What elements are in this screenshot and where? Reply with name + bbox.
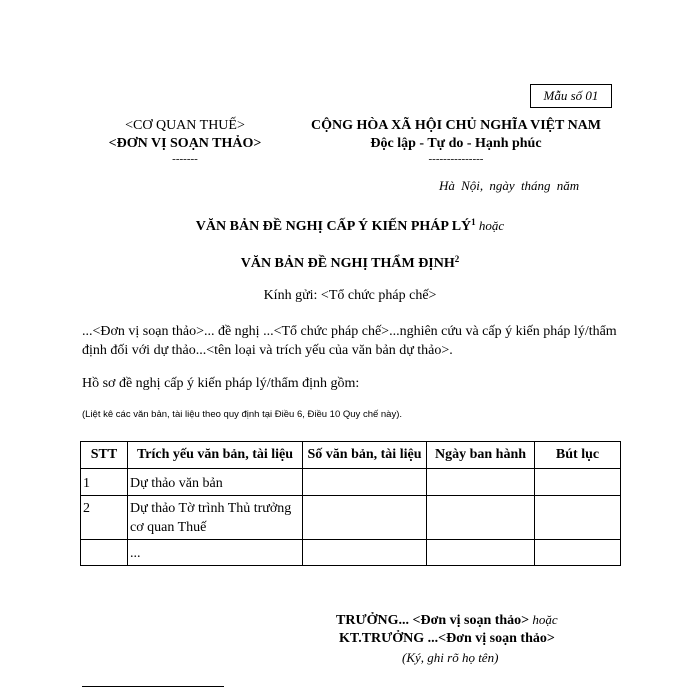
national-title: CỘNG HÒA XÃ HỘI CHỦ NGHĨA VIỆT NAM <box>310 118 601 133</box>
footnote-marker-1: 1 <box>471 217 476 227</box>
document-title-line2 <box>0 256 700 272</box>
cell-page-ref <box>535 496 621 540</box>
table-row <box>81 496 621 540</box>
cell-summary: Dự thảo văn bản <box>128 469 303 496</box>
national-motto: Độc lập - Tự do - Hạnh phúc <box>370 136 542 151</box>
dossier-table <box>80 441 621 566</box>
cell-doc-number <box>303 540 427 566</box>
table-row <box>81 540 621 566</box>
cell-doc-number <box>303 496 427 540</box>
signature-instruction: (Ký, ghi rõ họ tên) <box>402 650 499 665</box>
cell-issue-date <box>427 496 535 540</box>
recipient-line: Kính gửi: <Tổ chức pháp chế> <box>263 288 437 303</box>
cell-stt: 1 <box>81 469 128 496</box>
signer-head: TRƯỞNG... <Đơn vị soạn thảo> <box>336 613 530 628</box>
dossier-heading: Hồ sơ đề nghị cấp ý kiến pháp lý/thẩm định gồm: <box>82 376 360 391</box>
signature-or: hoặc <box>529 612 558 627</box>
header-doc-number: Số văn bản, tài liệu <box>303 442 427 469</box>
cell-stt: 2 <box>81 496 128 540</box>
signature-title-1 <box>336 612 558 629</box>
footnote-separator <box>82 686 224 687</box>
table-row <box>81 469 621 496</box>
header-issue-date: Ngày ban hành <box>427 442 535 469</box>
national-header <box>290 117 622 165</box>
cell-doc-number <box>303 469 427 496</box>
drafting-unit-name: <ĐƠN VỊ SOẠN THẢO> <box>108 136 262 151</box>
title-or: hoặc <box>475 218 505 233</box>
cell-issue-date <box>427 469 535 496</box>
table-header-row <box>81 442 621 469</box>
footnote-marker-2: 2 <box>454 254 460 264</box>
header-page-ref: Bút lục <box>535 442 621 469</box>
form-number-box: Mẫu số 01 <box>530 84 612 108</box>
cell-issue-date <box>427 540 535 566</box>
cell-page-ref <box>535 540 621 566</box>
date-line: Hà Nội, ngày tháng năm <box>439 178 580 193</box>
dossier-note: (Liệt kê các văn bản, tài liệu theo quy định tại Điều 6, Điều 10 Quy chế này). <box>82 409 403 420</box>
request-paragraph: ...<Đơn vị soạn thảo>... đề nghị ...<Tổ chức pháp chế>...nghiên cứu và cấp ý kiến pháp lý/thẩm định đối với dự thảo...<tên loại và trích yếu của văn bản dự thảo>. <box>82 324 617 358</box>
cell-page-ref <box>535 469 621 496</box>
cell-stt <box>81 540 128 566</box>
signature-title-2: KT.TRƯỞNG ...<Đơn vị soạn thảo> <box>339 631 555 646</box>
national-divider: --------------- <box>428 153 484 165</box>
cell-summary: Dự thảo Tờ trình Thủ trưởng cơ quan Thuế <box>128 496 303 540</box>
cell-summary: ... <box>128 540 303 566</box>
header-summary: Trích yếu văn bản, tài liệu <box>128 442 303 469</box>
agency-divider: ------- <box>172 153 198 165</box>
agency-name: <CƠ QUAN THUẾ> <box>125 118 245 133</box>
header-stt: STT <box>81 442 128 469</box>
agency-header <box>100 117 270 165</box>
title-text-2: VĂN BẢN ĐỀ NGHỊ THẨM ĐỊNH <box>240 256 455 271</box>
document-title-line1 <box>0 218 700 235</box>
title-text: VĂN BẢN ĐỀ NGHỊ CẤP Ý KIẾN PHÁP LÝ <box>195 219 472 234</box>
